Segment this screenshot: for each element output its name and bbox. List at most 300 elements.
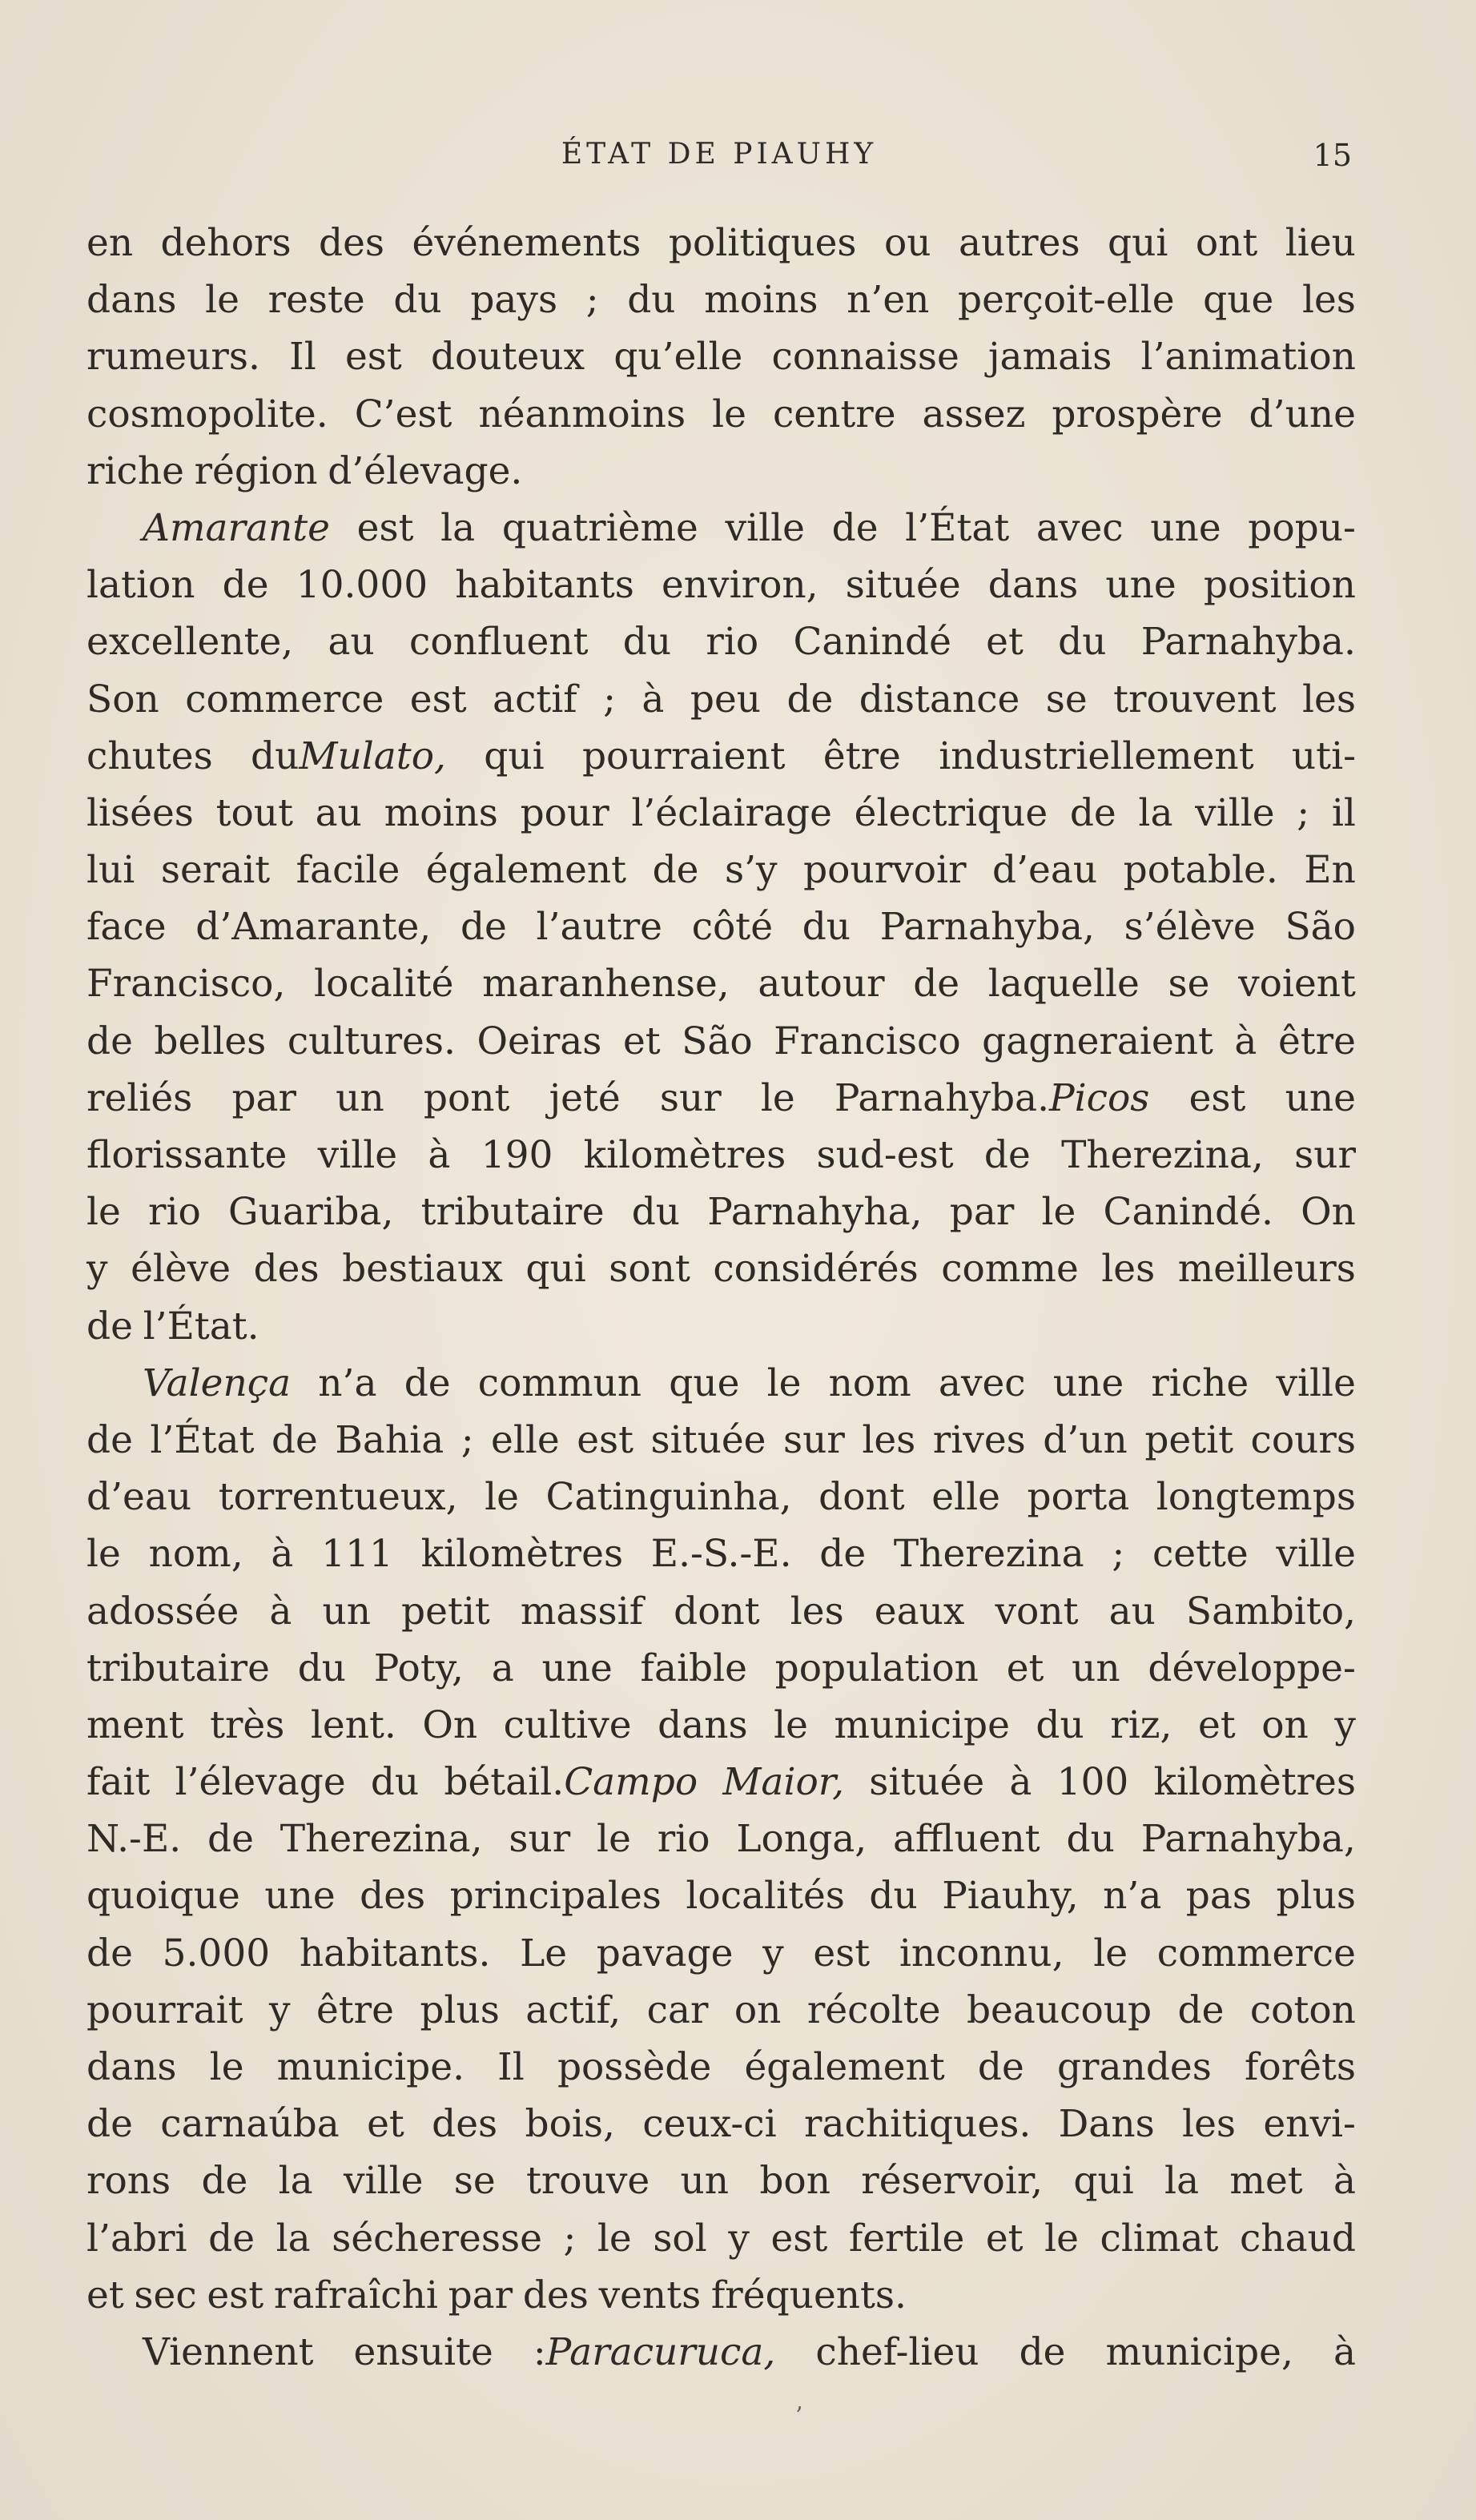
word: dont [818, 1475, 905, 1520]
text-line [86, 613, 1356, 670]
word: y [86, 1247, 108, 1292]
word: dans [987, 563, 1079, 608]
word: longtemps [1156, 1475, 1356, 1520]
word: le [597, 2216, 632, 2261]
word: qui [1073, 2159, 1134, 2204]
word: perçoit-elle [958, 278, 1175, 323]
word: un [322, 1589, 371, 1634]
word: dans [86, 278, 177, 323]
text-line [86, 785, 1356, 842]
word: à [269, 1589, 292, 1634]
text-line [86, 215, 1356, 271]
text-line [86, 328, 1356, 385]
word: de [913, 962, 960, 1007]
word: municipe [834, 1702, 1010, 1747]
word: bois, [525, 2102, 615, 2147]
word: Piauhy, [942, 1874, 1079, 1919]
word: à [1333, 2159, 1356, 2204]
word: kilomètres [583, 1133, 786, 1177]
text-line [86, 1184, 1356, 1240]
word: région [194, 448, 318, 493]
word: de [201, 2159, 248, 2204]
word: dont [674, 1589, 760, 1634]
word: il [1331, 790, 1356, 835]
word: de [86, 1931, 133, 1975]
word: une [541, 1646, 613, 1690]
word: l’animation [1140, 335, 1356, 380]
word: lation [86, 563, 195, 608]
word: Longa, [736, 1817, 867, 1862]
word: On [422, 1702, 478, 1747]
word: faible [640, 1646, 747, 1690]
word: des [432, 2102, 498, 2147]
word: habitants. [299, 1931, 491, 1975]
word: ; [1112, 1532, 1125, 1577]
word: 190 [481, 1133, 553, 1177]
word: du [631, 1190, 681, 1235]
word: assez [922, 392, 1026, 436]
word: la [440, 505, 476, 550]
word: pourvoir [803, 848, 967, 893]
word: serait [160, 848, 271, 893]
word: torrentueux, [218, 1475, 458, 1520]
word: Canindé [793, 620, 951, 665]
word: du [1058, 620, 1107, 665]
word: n’en [847, 278, 930, 323]
word: pour [520, 790, 609, 835]
word: à [428, 1133, 451, 1177]
word: une [1105, 563, 1176, 608]
word: le [485, 1475, 519, 1520]
text-line [86, 1298, 1356, 1355]
word: pays [470, 278, 558, 323]
word: l’autre [536, 905, 662, 950]
word: elle [491, 1417, 560, 1462]
text-line [86, 2324, 1356, 2381]
word: est [409, 677, 467, 721]
word: C’est [354, 392, 452, 436]
word: qui [484, 733, 545, 778]
word: On [1301, 1190, 1356, 1235]
word: du [1036, 1702, 1084, 1747]
word: petit [401, 1589, 490, 1634]
word: pont [423, 1075, 510, 1120]
text-line [86, 443, 1356, 500]
word: la [275, 2216, 311, 2261]
word: est [813, 1931, 871, 1975]
word: également [744, 2045, 945, 2089]
word: Maior, [722, 1760, 845, 1805]
word: fait [86, 1760, 151, 1805]
word: ont [1195, 221, 1258, 265]
text-line [86, 2096, 1356, 2152]
word: riche [1151, 1360, 1249, 1405]
word: à [641, 677, 665, 721]
word: les [1101, 1247, 1156, 1292]
word: cultures. [287, 1019, 456, 1063]
word: le [774, 1702, 808, 1747]
word: se [453, 2159, 496, 2204]
word: municipe. [276, 2045, 465, 2089]
word: ville [1276, 1532, 1356, 1577]
word: actif [493, 677, 577, 721]
word: sont [609, 1247, 690, 1292]
word: tributaire [86, 1646, 270, 1690]
word: ; [460, 1417, 474, 1462]
word: n’a [1103, 1874, 1162, 1919]
word: rio [706, 620, 759, 665]
word: située [845, 563, 961, 608]
word: Bahia [335, 1417, 444, 1462]
word: popu- [1248, 505, 1356, 550]
word: sud-est [816, 1133, 954, 1177]
word: les [862, 1417, 916, 1462]
word: l’État. [143, 1304, 259, 1348]
word: sec [134, 2273, 197, 2317]
word: de [86, 1417, 133, 1462]
word: chutes [86, 733, 213, 778]
word: l’État [150, 1417, 255, 1462]
word: sur [782, 1417, 845, 1462]
word: et [367, 2102, 404, 2147]
word: du [370, 1760, 420, 1805]
word: du [297, 1646, 347, 1690]
word: de [207, 1817, 254, 1862]
text-line [86, 1127, 1356, 1184]
word: une [1052, 1360, 1124, 1405]
word: confluent [409, 620, 589, 665]
word: avec [938, 1360, 1026, 1405]
word: est [344, 335, 402, 380]
word: sécheresse [332, 2216, 542, 2261]
word: Valença [143, 1360, 292, 1405]
word: commerce [1156, 1931, 1356, 1975]
word: rons [86, 2159, 171, 2204]
word: les [1302, 677, 1356, 721]
word: vont [995, 1589, 1079, 1634]
word: s’élève [1124, 905, 1256, 950]
word: le [1041, 1190, 1076, 1235]
word: Viennent [143, 2329, 314, 2374]
word: politiques [668, 221, 857, 265]
word: principales [449, 1874, 662, 1919]
word: affluent [893, 1817, 1040, 1862]
word: São [682, 1019, 753, 1063]
word: ou [883, 221, 931, 265]
word: chef-lieu [815, 2329, 979, 2374]
word: reliés [86, 1075, 193, 1120]
word: au [328, 620, 375, 665]
word: sur [1294, 1133, 1356, 1177]
word: potable. [1123, 848, 1278, 893]
word: porta [1027, 1475, 1130, 1520]
word: carnaúba [160, 2102, 340, 2147]
word: des [319, 221, 385, 265]
word: qui [525, 1247, 586, 1292]
word: n’a [318, 1360, 377, 1405]
word: à [1333, 2329, 1356, 2374]
word: maranhense, [482, 962, 730, 1007]
word: une [1285, 1075, 1356, 1120]
page-header [86, 138, 1352, 186]
word: à [1009, 1760, 1032, 1805]
word: trouve [525, 2159, 650, 2204]
word: Catinguinha, [545, 1475, 792, 1520]
word: localité [314, 962, 454, 1007]
footer-mark: ’ [795, 2402, 803, 2430]
word: excellente, [86, 620, 294, 665]
word: néanmoins [478, 392, 686, 436]
word: beaucoup [966, 1987, 1152, 2032]
word: est [207, 2273, 264, 2317]
word: de [1069, 790, 1116, 835]
word: municipe, [1105, 2329, 1293, 2374]
word: inconnu, [899, 1931, 1064, 1975]
word: se [1045, 677, 1088, 721]
word: le [209, 2045, 244, 2089]
word: et [986, 620, 1024, 665]
word: la [278, 2159, 313, 2204]
text-line [86, 386, 1356, 443]
word: rio [657, 1817, 710, 1862]
word: ville [725, 505, 805, 550]
word: être [822, 733, 901, 778]
word: le [760, 1075, 795, 1120]
word: kilomètres [420, 1532, 624, 1577]
word: plus [1276, 1874, 1356, 1919]
word: fertile [848, 2216, 965, 2261]
text-line [86, 1355, 1356, 1412]
word: de [786, 677, 834, 721]
word: ceux-ci [642, 2102, 777, 2147]
word: 111 [321, 1532, 393, 1577]
word: récolte [806, 1987, 941, 2032]
word: de [86, 1019, 133, 1063]
word: comme [941, 1247, 1079, 1292]
word: l’État [905, 505, 1010, 550]
word: ; [1297, 790, 1310, 835]
word: également [425, 848, 627, 893]
word: bétail.Campo [444, 1760, 698, 1805]
word: pas [1185, 1874, 1253, 1919]
word: s’y [724, 848, 778, 893]
word: habitants [455, 563, 634, 608]
text-line [86, 2152, 1356, 2209]
word: pourraient [581, 733, 786, 778]
word: un [680, 2159, 730, 2204]
word: de [983, 1133, 1031, 1177]
word: Parnahyha, [707, 1190, 923, 1235]
word: environ, [661, 563, 818, 608]
running-title: ÉTAT DE PIAUHY [561, 138, 878, 171]
word: d’élevage. [328, 448, 523, 493]
word: le [1044, 2216, 1079, 2261]
word: tributaire [420, 1190, 605, 1235]
word: florissante [86, 1133, 288, 1177]
word: de [86, 1304, 133, 1348]
word: douteux [430, 335, 585, 380]
word: des [360, 1874, 426, 1919]
word: le [712, 392, 746, 436]
body-text [86, 215, 1356, 2381]
word: possède [557, 2045, 712, 2089]
word: ville [343, 2159, 424, 2204]
word: Therezina [893, 1532, 1084, 1577]
word: élève [131, 1247, 231, 1292]
word: connaisse [771, 335, 959, 380]
word: ; [603, 677, 616, 721]
word: 100 [1056, 1760, 1129, 1805]
word: les [1182, 2102, 1237, 2147]
word: de [1019, 2329, 1066, 2374]
word: Francisco [774, 1019, 961, 1063]
word: par [448, 2273, 513, 2317]
word: est [770, 2216, 828, 2261]
word: les [1301, 278, 1356, 323]
word: Canindé. [1103, 1190, 1273, 1235]
word: autour [758, 962, 885, 1007]
word: Guariba, [228, 1190, 394, 1235]
word: commerce [185, 677, 384, 721]
text-line [86, 1240, 1356, 1297]
word: :Paracuruca, [533, 2329, 776, 2374]
word: rives [932, 1417, 1026, 1462]
word: ville [1276, 1360, 1356, 1405]
word: Il [497, 2045, 525, 2089]
word: Son [86, 677, 159, 721]
text-line [86, 1070, 1356, 1127]
word: Poty, [373, 1646, 464, 1690]
word: laquelle [987, 962, 1140, 1007]
word: y [1334, 1702, 1356, 1747]
word: de [271, 1417, 318, 1462]
word: être [1277, 1019, 1356, 1063]
word: en [86, 221, 134, 265]
word: cosmopolite. [86, 392, 328, 436]
word: ensuite [353, 2329, 493, 2374]
word: de [652, 848, 699, 893]
word: de [460, 905, 507, 950]
word: y [728, 2216, 750, 2261]
word: d’Amarante, [195, 905, 432, 950]
text-line [86, 2210, 1356, 2267]
word: vents [598, 2273, 702, 2317]
word: lui [86, 848, 135, 893]
word: lisées [86, 790, 194, 835]
word: ; [563, 2216, 577, 2261]
word: le [1093, 1931, 1128, 1975]
word: du [622, 620, 672, 665]
text-line [86, 842, 1356, 898]
text-line [86, 1867, 1356, 1924]
page-number: 15 [1313, 138, 1352, 173]
word: petit [1144, 1417, 1234, 1462]
word: un [1072, 1646, 1120, 1690]
text-line [86, 557, 1356, 613]
word: adossée [86, 1589, 239, 1634]
word: fréquents. [710, 2273, 907, 2317]
text-line [86, 671, 1356, 728]
word: prospère [1052, 392, 1223, 436]
word: localités [686, 1874, 845, 1919]
word: bestiaux [342, 1247, 503, 1292]
word: être [316, 1987, 394, 2032]
word: Il [289, 335, 316, 380]
text-line [86, 500, 1356, 557]
word: met [1229, 2159, 1303, 2204]
word: de [208, 2216, 255, 2261]
word: gagneraient [982, 1019, 1213, 1063]
word: qui [1108, 221, 1168, 265]
word: cultive [503, 1702, 632, 1747]
word: de [404, 1360, 451, 1405]
text-line [86, 1640, 1356, 1697]
word: eaux [874, 1589, 965, 1634]
word: dans [658, 1702, 748, 1747]
word: qu’elle [613, 335, 743, 380]
word: au [1108, 1589, 1156, 1634]
text-line [86, 728, 1356, 785]
word: Parnahyba, [879, 905, 1095, 950]
word: riz, [1110, 1702, 1172, 1747]
word: des [522, 2273, 589, 2317]
word: d’eau [86, 1475, 192, 1520]
word: est [1188, 1075, 1246, 1120]
word: car [646, 1987, 709, 2032]
word: ; [585, 278, 599, 323]
text-line [86, 1412, 1356, 1469]
word: la [1164, 2159, 1200, 2204]
word: N.-E. [86, 1817, 182, 1862]
word: trouvent [1113, 677, 1277, 721]
text-line [86, 1583, 1356, 1640]
word: rafraîchi [273, 2273, 438, 2317]
word: uti- [1291, 733, 1356, 778]
word: et [86, 2273, 124, 2317]
word: le [86, 1532, 121, 1577]
word: cette [1152, 1532, 1249, 1577]
word: ville [317, 1133, 398, 1177]
word: industriellement [939, 733, 1254, 778]
text-line [86, 2039, 1356, 2096]
word: par [231, 1075, 297, 1120]
text-line [86, 1525, 1356, 1582]
word: E.-S.-E. [650, 1532, 792, 1577]
word: dehors [160, 221, 292, 265]
word: 10.000 [296, 563, 428, 608]
word: Le [520, 1931, 568, 1975]
word: que [1203, 278, 1274, 323]
word: se [1168, 962, 1210, 1007]
word: considérés [713, 1247, 919, 1292]
word: belles [154, 1019, 267, 1063]
word: actif, [525, 1987, 621, 2032]
word: Therezina, [280, 1817, 483, 1862]
word: moins [384, 790, 498, 835]
word: São [1285, 905, 1356, 950]
word: de [222, 563, 269, 608]
word: rachitiques. [804, 2102, 1032, 2147]
word: y [762, 1931, 784, 1975]
word: lieu [1285, 221, 1356, 265]
word: y [268, 1987, 291, 2032]
word: cours [1250, 1417, 1356, 1462]
word: située [650, 1417, 766, 1462]
word: lent. [310, 1702, 396, 1747]
word: pavage [596, 1931, 734, 1975]
text-line [86, 1811, 1356, 1867]
word: elle [931, 1475, 1000, 1520]
